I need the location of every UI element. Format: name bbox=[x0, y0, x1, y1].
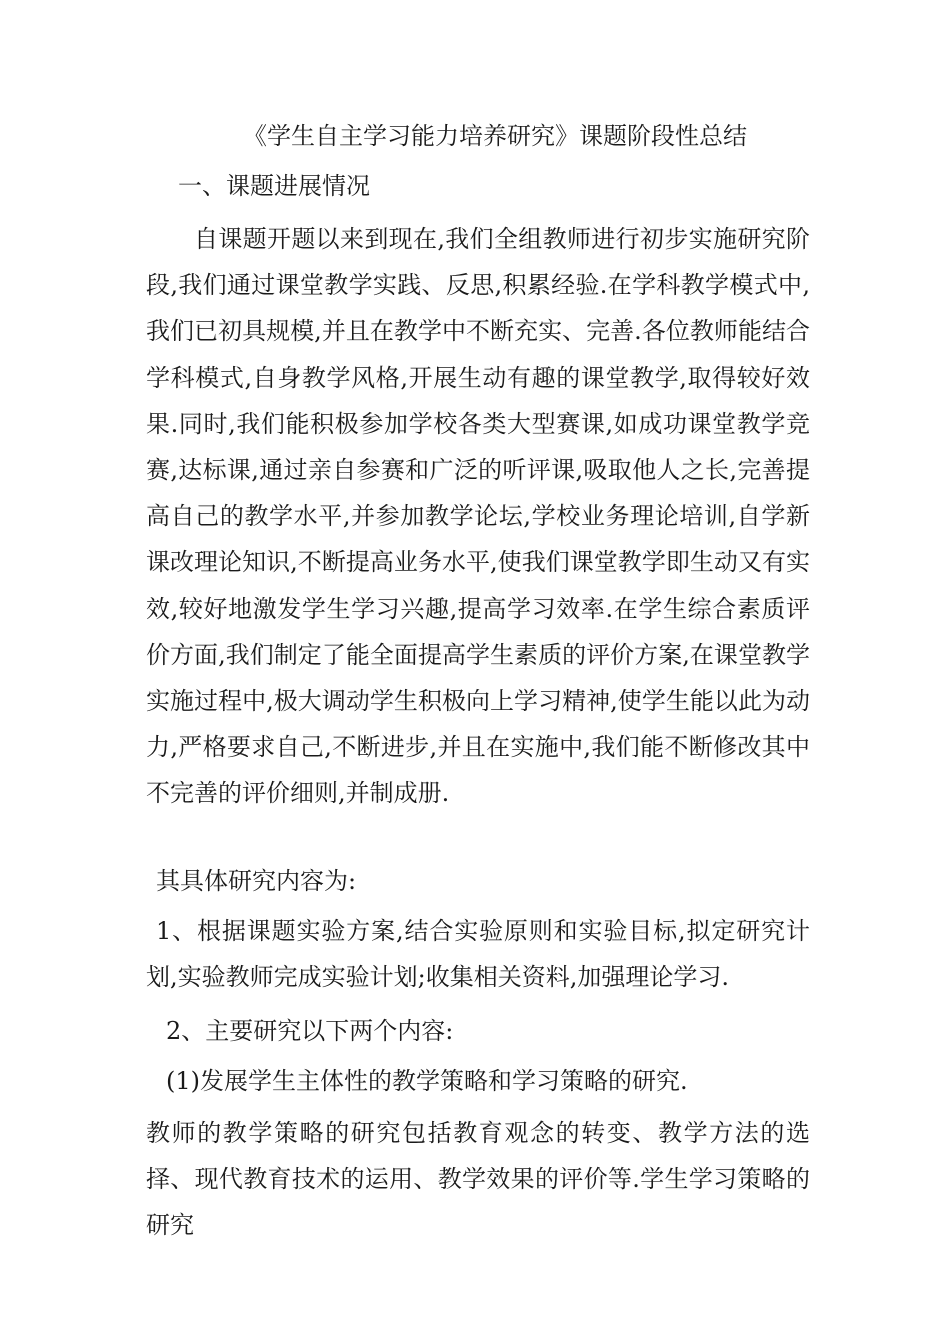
main-paragraph: 自课题开题以来到现在,我们全组教师进行初步实施研究阶段,我们通过课堂教学实践、反思,积累经验.在学科教学模式中,我们已初具规模,并且在教学中不断充实、完善.各位教师能结合学科模式,自身教学风格,开展生动有趣的课堂教学,取得较好效果.同时,我们能积极参加学校各类大型赛课,如成功课堂教学竞赛,达标课,通过亲自参赛和广泛的听评课,吸取他人之长,完善提高自己的教学水平,并参加教学论坛,学校业务理论培训,自学新课改理论知识,不断提高业务水平,使我们课堂教学即生动又有实效,较好地激发学生学习兴趣,提高学习效率.在学生综合素质评价方面,我们制定了能全面提高学生素质的评价方案,在课堂教学实施过程中,极大调动学生积极向上学习精神,使学生能以此为动力,严格要求自己,不断进步,并且在实施中,我们能不断修改其中不完善的评价细则,并制成册. bbox=[146, 225, 810, 808]
list-item-1: 1、根据课题实验方案,结合实验原则和实验目标,拟定研究计划,实验教师完成实验计划;收集相关资料,加强理论学习. bbox=[146, 917, 810, 991]
section-heading: 一、课题进展情况 bbox=[178, 172, 370, 200]
tail-paragraph: 教师的教学策略的研究包括教育观念的转变、教学方法的选择、现代教育技术的运用、教学效果的评价等.学生学习策略的研究 bbox=[146, 1119, 810, 1239]
list-item-2: 2、主要研究以下两个内容: bbox=[166, 1017, 454, 1045]
list-item-2-1: (1)发展学生主体性的教学策略和学习策略的研究. bbox=[166, 1067, 688, 1095]
research-content-intro: 其具体研究内容为: bbox=[156, 867, 357, 895]
document-title: 《学生自主学习能力培养研究》课题阶段性总结 bbox=[243, 122, 747, 150]
